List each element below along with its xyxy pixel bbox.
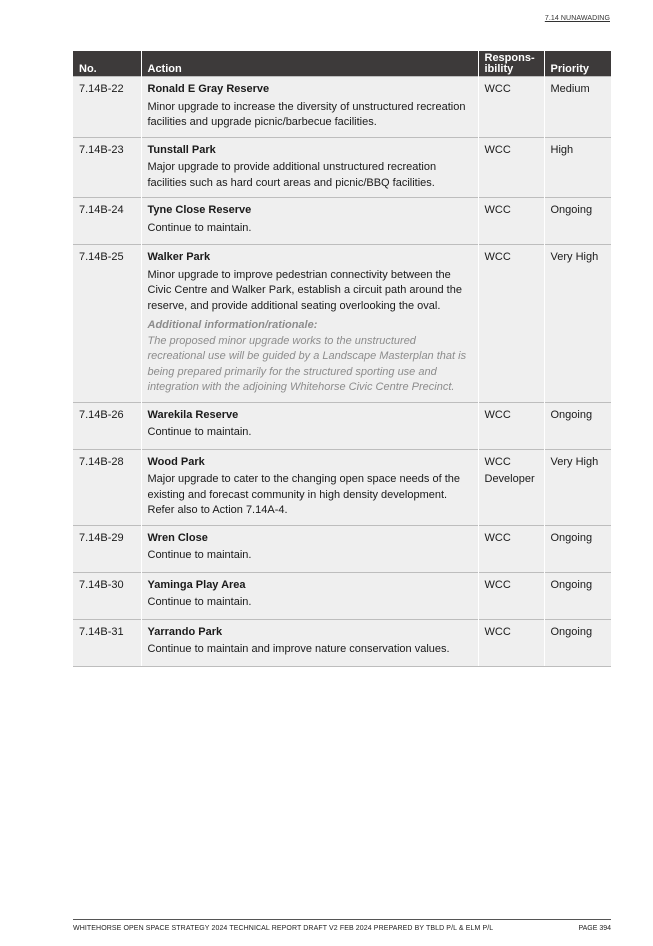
action-number: 7.14B-30	[73, 572, 141, 619]
site-name: Ronald E Gray Reserve	[147, 83, 270, 95]
priority-cell: Very High	[544, 449, 611, 525]
action-description: Continue to maintain.	[147, 549, 252, 561]
action-cell	[141, 449, 478, 525]
action-cell	[141, 77, 478, 138]
responsible-party: WCC	[484, 408, 511, 421]
responsibility-cell	[478, 449, 544, 525]
table-row	[73, 198, 611, 245]
action-number: 7.14B-26	[73, 402, 141, 449]
priority-cell: Ongoing	[544, 402, 611, 449]
action-number: 7.14B-25	[73, 245, 141, 403]
action-description: Continue to maintain and improve nature conservation values.	[147, 643, 450, 655]
action-number: 7.14B-31	[73, 619, 141, 666]
action-description: Continue to maintain.	[147, 221, 252, 234]
responsible-party: WCC	[484, 531, 511, 544]
action-cell	[141, 137, 478, 198]
column-header-responsibility: Respons- ibility	[478, 51, 544, 77]
table-row	[73, 137, 611, 198]
responsible-party: WCC	[484, 251, 511, 263]
column-header-action: Action	[141, 51, 478, 77]
site-name: Yarrando Park	[147, 625, 223, 638]
table-row	[73, 77, 611, 138]
responsible-party: WCC	[484, 455, 511, 468]
action-number: 7.14B-28	[73, 449, 141, 525]
action-cell	[141, 198, 478, 245]
responsible-party: WCC	[484, 143, 511, 156]
table-header-row	[73, 51, 611, 77]
responsibility-cell	[478, 137, 544, 198]
table-row	[73, 572, 611, 619]
priority-cell: Very High	[544, 245, 611, 403]
table-row	[73, 245, 611, 403]
action-number: 7.14B-29	[73, 525, 141, 572]
site-name: Walker Park	[147, 251, 211, 263]
responsibility-cell	[478, 525, 544, 572]
responsible-party: WCC	[484, 204, 511, 216]
rationale-heading: Additional information/rationale:	[147, 319, 318, 331]
column-header-priority: Priority	[544, 51, 611, 77]
action-cell	[141, 619, 478, 666]
table-row	[73, 619, 611, 666]
responsible-party: WCC	[484, 578, 511, 591]
responsibility-cell	[478, 572, 544, 619]
action-description: Continue to maintain.	[147, 596, 252, 608]
site-name: Tyne Close Reserve	[147, 204, 252, 216]
priority-cell: Ongoing	[544, 619, 611, 666]
action-description: Major upgrade to provide additional unstructured recreation facilities such as hard court areas and picnic/BBQ facilities.	[147, 161, 437, 189]
action-description: Minor upgrade to improve pedestrian connectivity between the Civic Centre and Walker Park, establish a circuit path around the reserve, and provide additional seating overlooking the oval.	[147, 268, 462, 312]
priority-cell: Ongoing	[544, 572, 611, 619]
action-description: Continue to maintain.	[147, 426, 252, 438]
section-reference: 7.14 NUNAWADING	[544, 15, 610, 22]
action-cell	[141, 525, 478, 572]
action-number: 7.14B-23	[73, 137, 141, 198]
page-number: PAGE 394	[578, 925, 611, 932]
action-number: 7.14B-24	[73, 198, 141, 245]
site-name: Tunstall Park	[147, 143, 216, 156]
responsible-party: WCC	[484, 83, 511, 95]
site-name: Wood Park	[147, 455, 205, 468]
action-cell	[141, 245, 478, 403]
responsibility-cell	[478, 198, 544, 245]
action-cell	[141, 572, 478, 619]
responsibility-cell	[478, 402, 544, 449]
priority-cell: Ongoing	[544, 525, 611, 572]
table-row	[73, 402, 611, 449]
site-name: Warekila Reserve	[147, 408, 239, 421]
actions-table	[73, 51, 611, 667]
footer-divider	[73, 919, 611, 920]
site-name: Wren Close	[147, 531, 208, 544]
column-header-no: No.	[73, 51, 141, 77]
responsible-party: Developer	[484, 473, 535, 485]
rationale-text: The proposed minor upgrade works to the unstructured recreational use will be guided by a Landscape Masterplan that is being prepared primarily for the structured sporting use and integration with the adjoining Whitehorse Civic Centre Precinct.	[147, 334, 467, 393]
action-description: Major upgrade to cater to the changing open space needs of the existing and forecast community in high density development. Refer also to Action 7.14A-4.	[147, 473, 460, 516]
action-number: 7.14B-22	[73, 77, 141, 138]
table-row	[73, 449, 611, 525]
responsibility-cell	[478, 619, 544, 666]
action-cell	[141, 402, 478, 449]
priority-cell: Ongoing	[544, 198, 611, 245]
priority-cell: Medium	[544, 77, 611, 138]
footer-document-title: WHITEHORSE OPEN SPACE STRATEGY 2024 TECHNICAL REPORT DRAFT V2 FEB 2024 PREPARED BY TBLD P/L & ELM P/L	[73, 925, 494, 932]
priority-cell: High	[544, 137, 611, 198]
table-row	[73, 525, 611, 572]
responsibility-cell	[478, 245, 544, 403]
responsible-party: WCC	[484, 625, 511, 638]
site-name: Yaminga Play Area	[147, 578, 246, 591]
responsibility-cell	[478, 77, 544, 138]
action-description: Minor upgrade to increase the diversity of unstructured recreation facilities and upgrade picnic/barbecue facilities.	[147, 100, 466, 128]
table-body	[73, 77, 611, 667]
